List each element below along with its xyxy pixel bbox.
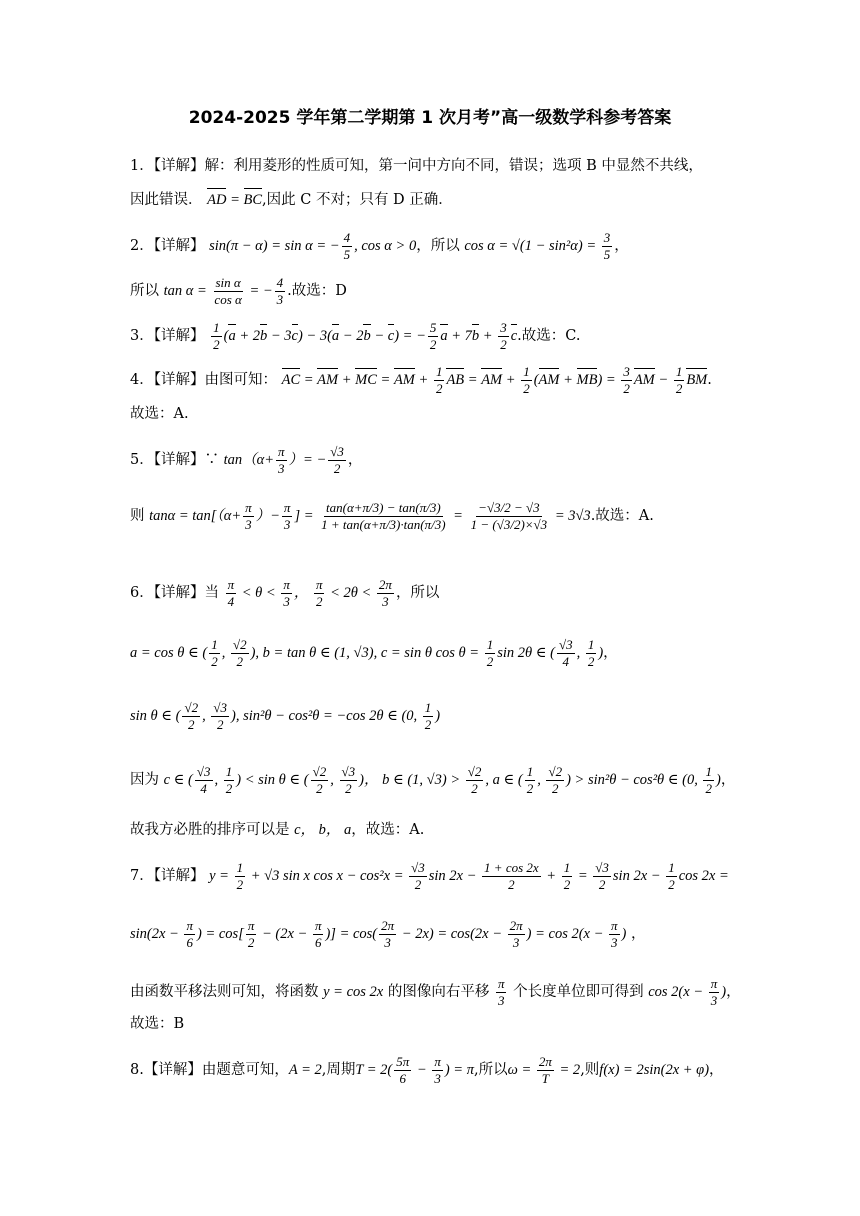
- q8-text-so: ,所以: [473, 1061, 508, 1078]
- q2-label: 2．【详解】: [130, 237, 205, 254]
- q7-result: cos 2(x − $\frac{\pi}{3}$ ): [648, 976, 727, 1008]
- q7-text-a: 由函数平移法则可知，将函数: [130, 983, 319, 1000]
- q8-label: 8.【详解】由题意可知，: [130, 1061, 289, 1078]
- q6-order: c， b， a: [294, 822, 352, 838]
- q4-formula: AC = AM + MC = AM + $\frac{1}{2}$ AB = AM + $\frac{1}{2}$ (AM + MB) = $\frac{3}{2}$ AM − $\frac{1}{2}$ BM: [281, 364, 708, 396]
- q3-line: [130, 320, 580, 353]
- q4-line2: 故选：A.: [130, 406, 189, 422]
- q2-answer: .故选：D: [287, 282, 347, 299]
- q6-formula-1: $\frac{\pi}{4}$ < θ < $\frac{\pi}{3}$ ， $\frac{\pi}{2}$ < 2θ < $\frac{2\pi}{3}$: [227, 577, 392, 609]
- q8-text-period: ,周期: [321, 1061, 356, 1078]
- q7-line4: 故选：B: [130, 1016, 185, 1032]
- q6-line3: [130, 700, 440, 733]
- q3-answer: .故选：C.: [517, 327, 581, 344]
- q8-line1: 8.【详解】由题意可知，A = 2,周期T = 2( $\frac{5\pi}{6}$ − $\frac{\pi}{3}$ ) = π,所以ω = $\frac{2\pi}{T}$ = 2,则f(x) = 2sin(2x + φ)，: [130, 1054, 724, 1086]
- q8-omega: ω = $\frac{2\pi}{T}$ = 2: [507, 1054, 581, 1086]
- q7-formula-1: y = $\frac{1}{2}$ + √3 sin x cos x − cos²x = $\frac{√3}{2}$ sin 2x − $\frac{1 + \cos 2x}{2}$ + $\frac{1}{2}$ = $\frac{√3}{2}$ sin 2x − $\frac{1}{2}$ cos 2x =: [209, 860, 729, 892]
- page-title: 2024-2025 学年第二学期第 1 次月考”高一级数学科参考答案: [188, 108, 672, 128]
- q7-line1: [130, 860, 729, 893]
- q6-answer: ，故选：A.: [351, 822, 425, 838]
- q2-formula-3: tan α = $\frac{\text{sin α}}{\text{cos α}}$ = − $\frac{4}{3}$: [163, 275, 284, 307]
- q6-line5: [130, 820, 424, 840]
- q2-line2: [130, 275, 347, 308]
- q2-formula-1: sin(π − α) = sin α = − $\frac{4}{5}$ , cos α > 0: [209, 230, 417, 262]
- q3-label: 3．【详解】: [130, 327, 205, 344]
- q1-text-a: 因此错误．: [130, 192, 203, 208]
- q6-label: 6．【详解】当: [130, 584, 219, 601]
- q6-formula-2: a = cos θ ∈ ( $\frac{1}{2}$ , $\frac{√2}{2}$ ), b = tan θ ∈ (1, √3), c = sin θ cos θ = $\frac{1}{2}$ sin 2θ ∈ ( $\frac{√3}{4}$ , $\frac{1}{2}$ ): [130, 637, 604, 669]
- q4-line1: 4．【详解】由图可知： AC = AM + MC = AM + $\frac{1}{2}$ AB = AM + $\frac{1}{2}$ (AM + MB) = $\frac{3}{2}$ AM − $\frac{1}{2}$ BM.: [130, 364, 712, 396]
- q8-period: T = 2( $\frac{5\pi}{6}$ − $\frac{\pi}{3}$ ) = π: [355, 1054, 474, 1086]
- q8-func: f(x) = 2sin(2x + φ): [599, 1061, 710, 1078]
- q5-line2: [130, 500, 654, 533]
- q6-line1: [130, 577, 439, 610]
- q5-line1: 5．【详解】∵ tan（α+ $\frac{\pi}{3}$ ）= − $\frac{√3}{2}$ ，: [130, 444, 363, 476]
- q6-line2: a = cos θ ∈ ( $\frac{1}{2}$ , $\frac{√2}{2}$ ), b = tan θ ∈ (1, √3), c = sin θ cos θ = $\frac{1}{2}$ sin 2θ ∈ ( $\frac{√3}{4}$ , $\frac{1}{2}$ )，: [130, 637, 618, 669]
- q5-label: 5．【详解】∵: [130, 451, 219, 468]
- q2-formula-2: cos α = √(1 − sin²α) = $\frac{3}{5}$: [464, 230, 611, 262]
- q6-line4: 因为 c ∈ ( $\frac{√3}{4}$ , $\frac{1}{2}$ ) < sin θ ∈ ( $\frac{√2}{2}$ , $\frac{√3}{2}$ )， b ∈ (1, √3) > $\frac{√2}{2}$ , a ∈ ( $\frac{1}{2}$ , $\frac{√2}{2}$ ) > sin²θ − cos²θ ∈ (0, $\frac{1}{2}$ )，: [130, 764, 736, 796]
- q7-formula-2: sin(2x − $\frac{\pi}{6}$ ) = cos[ $\frac{\pi}{2}$ − (2x − $\frac{\pi}{6}$ )] = cos( $\frac{2\pi}{3}$ − 2x) = cos(2x − $\frac{2\pi}{3}$ ) = cos 2(x − $\frac{\pi}{3}$ ): [130, 918, 627, 950]
- q3-formula: $\frac{1}{2}$ (a + 2b − 3c) − 3(a − 2b − c) = − $\frac{5}{2}$ a + 7b + $\frac{3}{2}$ c: [213, 320, 518, 352]
- q7-text-c: 个长度单位即可得到: [513, 983, 644, 1000]
- q6-formula-4: c ∈ ( $\frac{√3}{4}$ , $\frac{1}{2}$ ) < sin θ ∈ ( $\frac{√2}{2}$ , $\frac{√3}{2}$ )， b ∈ (1, √3) > $\frac{√2}{2}$ , a ∈ ( $\frac{1}{2}$ , $\frac{√2}{2}$ ) > sin²θ − cos²θ ∈ (0, $\frac{1}{2}$ ): [163, 764, 721, 796]
- q6-text-order: 故我方必胜的排序可以是: [130, 822, 290, 838]
- q1-line1: 1．【详解】解：利用菱形的性质可知，第一问中方向不同，错误；选项 B 中显然不共线，: [130, 158, 703, 174]
- q5-formula-1: tan（α+ $\frac{\pi}{3}$ ）= − $\frac{√3}{2}$: [223, 444, 344, 476]
- q6-formula-3: sin θ ∈ ( $\frac{√2}{2}$ , $\frac{√3}{2}$ ), sin²θ − cos²θ = −cos 2θ ∈ (0, $\frac{1}{2}$ ): [130, 700, 441, 732]
- q7-line2: sin(2x − $\frac{\pi}{6}$ ) = cos[ $\frac{\pi}{2}$ − (2x − $\frac{\pi}{6}$ )] = cos( $\frac{2\pi}{3}$ − 2x) = cos(2x − $\frac{2\pi}{3}$ ) = cos 2(x − $\frac{\pi}{3}$ ) ，: [130, 918, 646, 950]
- q5-text-then: 则: [130, 507, 145, 524]
- q2-line1: 2．【详解】 sin(π − α) = sin α = − $\frac{4}{5}$ , cos α > 0，所以 cos α = √(1 − sin²α) = $\frac{3}{5}$ ，: [130, 230, 629, 262]
- q7-func: y = cos 2x: [323, 983, 384, 1000]
- q6-text-because: 因为: [130, 771, 159, 788]
- q1-line2: [130, 190, 453, 210]
- q5-formula-2: tanα = tan[（α+ $\frac{\pi}{3}$ ）− $\frac{\pi}{3}$ ] = $\frac{\tan(\alpha+\pi/3) - \tan(\pi/3)}{1 + \tan(\alpha+\pi/3)\cdot\tan(\pi/3)}$ = $\frac{-√3/2 - √3}{1 - (√3/2)\times√3}$ = 3√3: [149, 500, 591, 532]
- q7-text-b: 的图像向右平移: [387, 983, 490, 1000]
- q8-amp: A = 2: [288, 1061, 322, 1078]
- q8-text-then: ,则: [580, 1061, 600, 1078]
- q7-shift: $\frac{\pi}{3}$: [497, 976, 505, 1008]
- q7-line3: 由函数平移法则可知，将函数 y = cos 2x 的图像向右平移 $\frac{\pi}{3}$ 个长度单位即可得到 cos 2(x − $\frac{\pi}{3}$ )，: [130, 976, 741, 1008]
- q5-answer: .故选：A.: [590, 507, 654, 524]
- q1-vector-eq: AD = BC: [207, 192, 263, 208]
- q4-label: 4．【详解】由图可知：: [130, 371, 277, 388]
- q2-text-so: 所以: [130, 282, 159, 299]
- q1-text-b: ,因此 C 不对；只有 D 正确．: [262, 192, 453, 208]
- q6-text-so: ，所以: [395, 584, 440, 601]
- q7-label: 7．【详解】: [130, 867, 205, 884]
